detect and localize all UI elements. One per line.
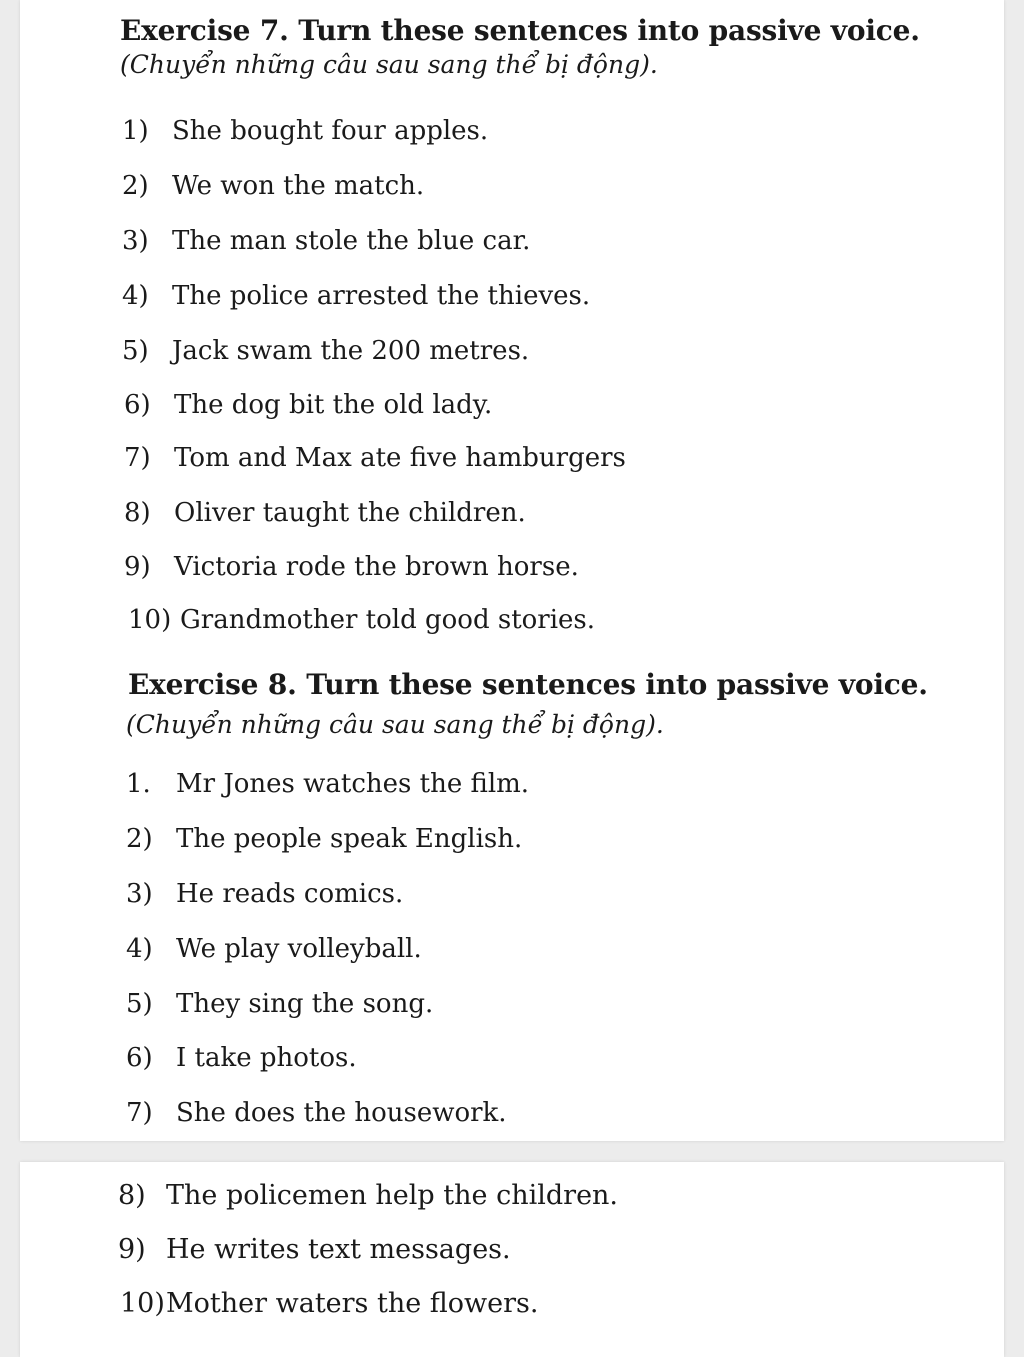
- list-item: [118, 1180, 618, 1211]
- list-item: [126, 989, 433, 1019]
- list-item: [124, 443, 626, 473]
- item-text: The dog bit the old lady.: [174, 390, 493, 420]
- item-text: The policemen help the children.: [166, 1180, 619, 1211]
- list-item: [118, 1234, 511, 1265]
- item-text: They sing the song.: [176, 989, 434, 1019]
- item-text: Mr Jones watches the film.: [176, 769, 530, 799]
- item-number: 5): [122, 336, 149, 366]
- item-text: We play volleyball.: [176, 934, 422, 964]
- item-text: Jack swam the 200 metres.: [172, 336, 530, 366]
- item-text: Tom and Max ate five hamburgers: [174, 443, 626, 473]
- item-text: We won the match.: [172, 171, 425, 201]
- item-number: 8): [118, 1180, 146, 1211]
- list-item: [124, 552, 579, 582]
- item-text: Grandmother told good stories.: [180, 605, 596, 635]
- list-item: [120, 1288, 539, 1319]
- list-item: [122, 226, 530, 256]
- item-text: Mother waters the flowers.: [166, 1288, 539, 1319]
- item-number: 1): [122, 116, 149, 146]
- list-item: [126, 934, 422, 964]
- list-item: [122, 171, 424, 201]
- item-text: Oliver taught the children.: [174, 498, 526, 528]
- list-item: [126, 1043, 357, 1073]
- item-text: The man stole the blue car.: [172, 226, 531, 256]
- list-item: [126, 824, 522, 854]
- item-number: 7): [124, 443, 151, 473]
- item-number: 8): [124, 498, 151, 528]
- item-text: He writes text messages.: [166, 1234, 511, 1265]
- list-item: [124, 390, 492, 420]
- item-number: 3): [122, 226, 149, 256]
- item-number: 4): [126, 934, 153, 964]
- item-text: I take photos.: [176, 1043, 357, 1073]
- item-text: The people speak English.: [176, 824, 523, 854]
- item-text: He reads comics.: [176, 879, 404, 909]
- exercise-8-subtitle: (Chuyển những câu sau sang thể bị động).: [126, 710, 664, 739]
- item-number: 9): [118, 1234, 146, 1265]
- exercise-7-title: Exercise 7. Turn these sentences into passive voice.: [120, 14, 920, 47]
- item-number: 4): [122, 281, 149, 311]
- list-item: [122, 281, 590, 311]
- item-number: 1.: [126, 769, 151, 799]
- exercise-7-subtitle: (Chuyển những câu sau sang thể bị động).: [120, 50, 658, 79]
- item-text: She bought four apples.: [172, 116, 489, 146]
- list-item: [122, 116, 488, 146]
- item-number: 6): [124, 390, 151, 420]
- item-number: 9): [124, 552, 151, 582]
- item-number: 6): [126, 1043, 153, 1073]
- item-number: 7): [126, 1098, 153, 1128]
- list-item: [124, 498, 526, 528]
- list-item: [126, 1098, 507, 1128]
- item-number: 10): [120, 1288, 165, 1319]
- item-text: She does the housework.: [176, 1098, 507, 1128]
- list-item: [128, 605, 595, 635]
- item-number: 2): [126, 824, 153, 854]
- list-item: [122, 336, 529, 366]
- list-item: [126, 879, 403, 909]
- item-number: 10): [128, 605, 172, 635]
- item-text: The police arrested the thieves.: [172, 281, 591, 311]
- page-sheet-1: [20, 0, 1004, 1141]
- list-item: [126, 769, 529, 799]
- page-sheet-2: [20, 1162, 1004, 1357]
- item-number: 2): [122, 171, 149, 201]
- item-number: 5): [126, 989, 153, 1019]
- exercise-8-title: Exercise 8. Turn these sentences into passive voice.: [128, 668, 928, 701]
- item-text: Victoria rode the brown horse.: [174, 552, 579, 582]
- item-number: 3): [126, 879, 153, 909]
